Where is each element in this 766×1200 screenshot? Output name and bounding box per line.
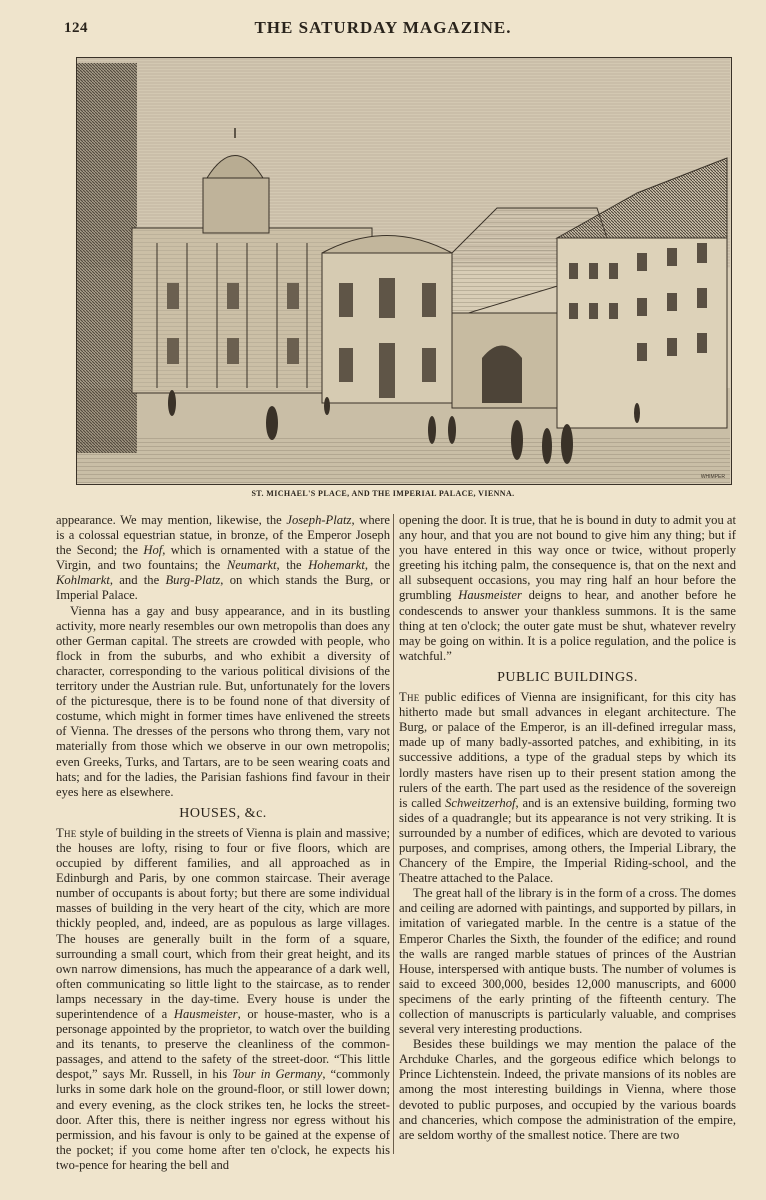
page-number: 124 xyxy=(64,20,88,36)
engraving-illustration xyxy=(76,57,732,485)
right-paragraph-1: opening the door. It is true, that he is bound in duty to admit you at any hour, and that you are not bound to give him any thing; but if you have entered in this way once or twice, without properly greeting his itching palm, the consequence is, that on the next and all subsequent occasions, you may ring half an hour before the grumbling Hausmeister deigns to hear, and another before he condescends to answer your thankless summons. It is the same thing at ten o'clock; the outer gate must be shut, whatever revelry may be going on within. It is a police regulation, and the police is watchful.” xyxy=(399,513,737,663)
right-paragraph-4: Besides these buildings we may mention the palace of the Archduke Charles, and the gorgeous edifice which belongs to Prince Lichtenstein. Indeed, the private mansions of its nobles are among the most interesting buildings in Vienna, where those devoted to public purposes, and occupied by the various boards and chanceries, which compose the administration of the empire, are seldom worthy of the smallest notice. There are two xyxy=(399,1037,736,1142)
engraver-mark: WHIMPER xyxy=(700,474,725,480)
magazine-title: THE SATURDAY MAGAZINE. xyxy=(254,18,512,37)
right-paragraph-3: The great hall of the library is in the form of a cross. The domes and ceiling are adorned with paintings, and supported by pillars, in imitation of variegated marble. In the centre is a statue of the Emperor Charles the Sixth, the founder of the edifice; and round the walls are ranged marble statues of princes of the Austrian House, interspersed with antique busts. The number of volumes is said to exceed 300,000, besides 12,000 manuscripts, and 6000 specimens of the early printing of the fifteenth century. The collection of manuscripts is particularly valuable, and comprises several very interesting productions. xyxy=(399,886,736,1037)
right-column xyxy=(399,513,736,1143)
section-heading-public-buildings: PUBLIC BUILDINGS. xyxy=(497,669,638,685)
left-column xyxy=(56,513,390,1173)
engraving-svg xyxy=(77,58,730,483)
right-paragraph-2: The public edifices of Vienna are insignificant, for this city has hitherto made but small advances in elegant architecture. The Burg, or palace of the Emperor, is an ill-defined irregular mass, made up of many badly-assorted patches, and exhibiting, in its successive additions, a type of the gradual steps by which its lordly masters have risen up to their present station among the rulers of the earth. The part used as the residence of the sovereign is called Schweitzerhof, and is an extensive building, forming two sides of a quadrangle; but its appearance is not very striking. It is surrounded by a number of edifices, which are devoted to various purposes, and comprises, among others, the Imperial Library, the Chancery of the Empire, the Imperial Riding-school, and the Theatre attached to the Palace. xyxy=(399,690,736,886)
column-divider xyxy=(393,514,394,1154)
left-paragraph-2: Vienna has a gay and busy appearance, and in its bustling activity, more nearly resembles our own metropolis than does any other German capital. The streets are crowded with people, who flock in from the suburbs, and who exhibit a diversity of character, corresponding to the various political divisions of the territory under the Austrian rule. But, unfortunately for the lovers of the picturesque, there is to be found none of that diversity of costume, which might in former times have enlivened the streets of Vienna. The dresses of the persons who throng them, vary not materially from those which we observe in our own metropolis; even Greeks, Turks, and Tartars, are to be seen wearing coats and hats; and for the ladies, the Parisian fashions find favour in their eyes here as elsewhere. xyxy=(56,603,390,799)
illustration-caption: ST. MICHAEL'S PLACE, AND THE IMPERIAL PALACE, VIENNA. xyxy=(251,489,515,498)
left-paragraph-1: appearance. We may mention, likewise, the Joseph-Platz, where is a colossal equestrian statue, in bronze, of the Emperor Joseph the Second; the Hof, which is ornamented with a statue of the Virgin, and two fountains; the Neumarkt, the Hohemarkt, the Kohlmarkt, and the Burg-Platz, on which stands the Burg, or Imperial Palace. xyxy=(56,513,390,603)
left-paragraph-3: The style of building in the streets of Vienna is plain and massive; the houses are lofty, rising to four or five floors, which are occupied by different families, and all approached as in Edinburgh and Paris, by one common staircase. Their average number of occupants is about forty; but there are some individual masses of building in the very heart of the city, which are more thickly peopled, and, indeed, are as populous as large villages. The houses are generally built in the form of a square, surrounding a small court, which from their great height, and its own narrow dimensions, has much the appearance of a dark well, often communicating so little light to the staircase, as to render lamps necessary in the day-time. Every house is under the superintendence of a Hausmeister, or house-master, who is a personage appointed by the proprietor, to watch over the building and its tenants, to preserve the cleanliness of the common-passages, and attend to the safety of the street-door. “This little despot,” says Mr. Russell, in his Tour in Germany, “commonly lurks in some dark hole on the ground-floor, or still lower down; and every evening, as the clock strikes ten, he locks the street-door. After this, there is neither ingress nor egress without his permission, and his favour is only to be gained at the expense of the pocket; if you come home after ten o'clock, he expects his two-pence for hearing the bell and xyxy=(56,825,390,1172)
section-heading-houses: HOUSES, &c. xyxy=(179,805,267,821)
